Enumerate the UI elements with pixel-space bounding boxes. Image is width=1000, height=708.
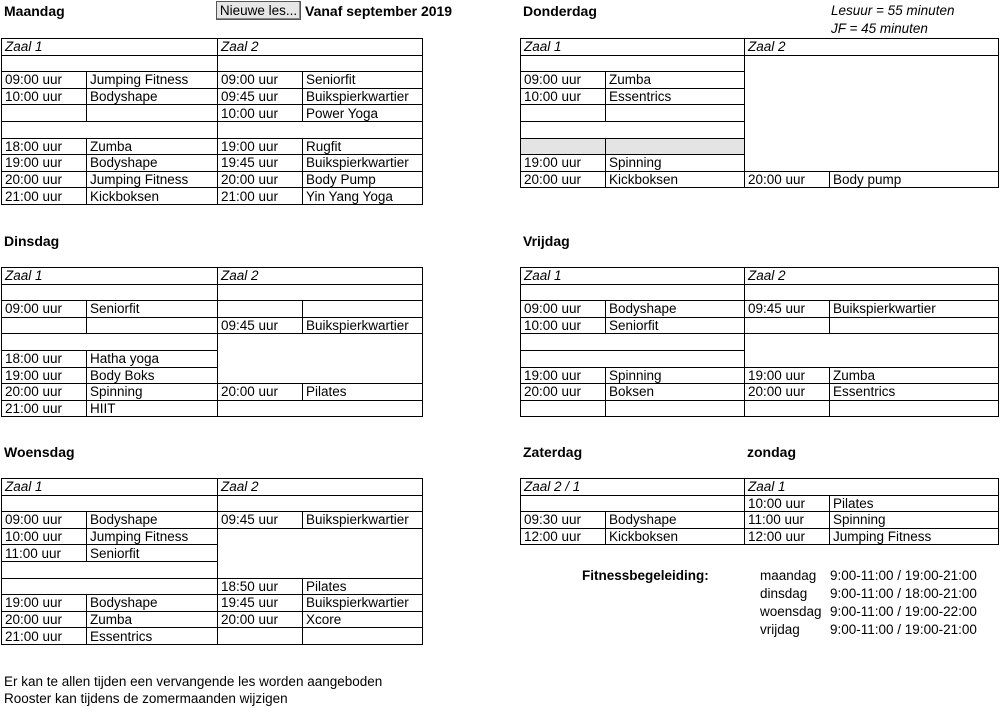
class-cell: Kickboksen — [606, 528, 745, 545]
class-cell: Body Boks — [87, 367, 218, 384]
class-cell: Boksen — [606, 384, 745, 401]
empty-cell — [218, 628, 303, 645]
class-cell: Buikspierkwartier — [303, 595, 423, 612]
day-heading-donderdag: Donderdag — [523, 3, 597, 19]
empty-cell — [521, 350, 745, 367]
time-cell: 20:00 uur — [218, 611, 303, 628]
class-cell: Bodyshape — [606, 301, 745, 318]
time-cell: 21:00 uur — [2, 400, 87, 417]
table-row — [2, 72, 423, 89]
fitness-title: Fitnessbegeleiding: — [582, 568, 709, 583]
fitness-day: maandag — [760, 568, 817, 583]
class-cell: Spinning — [830, 512, 999, 529]
fitness-hours: 9:00-11:00 / 19:00-21:00 — [830, 568, 977, 583]
table-row — [2, 155, 423, 172]
class-cell: Bodyshape — [87, 155, 218, 172]
time-cell: 20:00 uur — [218, 384, 303, 401]
class-cell: Jumping Fitness — [830, 528, 999, 545]
time-cell: 20:00 uur — [521, 384, 606, 401]
day-heading-zaterdag: Zaterdag — [523, 444, 583, 460]
class-cell — [87, 105, 218, 122]
class-cell: Rugfit — [303, 138, 423, 155]
day-heading-woensdag: Woensdag — [4, 444, 75, 460]
empty-cell — [521, 121, 745, 138]
time-cell: 09:30 uur — [521, 512, 606, 529]
class-cell: Seniorfit — [303, 72, 423, 89]
time-cell: 19:00 uur — [521, 155, 606, 172]
empty-cell — [303, 301, 423, 318]
table-row — [2, 528, 423, 545]
class-cell: Buikspierkwartier — [303, 512, 423, 529]
class-cell: Seniorfit — [87, 545, 218, 562]
class-cell: Body Pump — [303, 171, 423, 188]
class-cell: Pilates — [303, 384, 423, 401]
class-cell: Spinning — [606, 155, 745, 172]
zaal-1-header: Zaal 1 — [2, 39, 218, 56]
class-cell: Jumping Fitness — [87, 72, 218, 89]
time-cell: 20:00 uur — [2, 384, 87, 401]
empty-cell — [2, 284, 218, 301]
class-cell: Bodyshape — [87, 512, 218, 529]
zaal-1-header: Zaal 1 — [521, 39, 745, 56]
table-row — [2, 188, 423, 205]
empty-cell — [830, 400, 999, 417]
time-cell: 19:45 uur — [218, 595, 303, 612]
time-cell: 21:00 uur — [218, 188, 303, 205]
table-row — [2, 628, 423, 645]
table-row — [2, 400, 423, 417]
class-cell: Buikspierkwartier — [303, 317, 423, 334]
time-cell: 10:00 uur — [2, 528, 87, 545]
empty-cell — [2, 121, 218, 138]
class-cell: Essentrics — [830, 384, 999, 401]
fitness-hours: 9:00-11:00 / 18:00-21:00 — [830, 586, 977, 601]
time-cell: 09:00 uur — [521, 301, 606, 318]
time-cell: 20:00 uur — [745, 384, 830, 401]
fitness-day: woensdag — [760, 604, 822, 619]
class-cell: Buikspierkwartier — [303, 88, 423, 105]
empty-cell — [745, 284, 999, 301]
time-cell — [2, 105, 87, 122]
table-row — [2, 88, 423, 105]
empty-cell — [2, 334, 218, 351]
time-cell: 19:00 uur — [745, 367, 830, 384]
table-row — [2, 512, 423, 529]
empty-cell — [2, 495, 218, 512]
time-cell: 18:50 uur — [218, 578, 303, 595]
schedule-maandag — [1, 38, 423, 205]
class-cell: Bodyshape — [606, 512, 745, 529]
class-cell: Zumba — [87, 611, 218, 628]
empty-block — [745, 55, 999, 171]
new-lesson-button[interactable]: Nieuwe les... — [216, 1, 301, 20]
schedule-dinsdag — [1, 267, 423, 417]
table-row — [2, 301, 423, 318]
class-cell: Hatha yoga — [87, 350, 218, 367]
time-cell: 19:45 uur — [218, 155, 303, 172]
class-cell: Buikspierkwartier — [830, 301, 999, 318]
table-row — [2, 578, 423, 595]
time-cell: 19:00 uur — [521, 367, 606, 384]
empty-cell — [218, 495, 423, 512]
empty-cell — [745, 400, 830, 417]
empty-cell — [218, 121, 423, 138]
fitness-hours: 9:00-11:00 / 19:00-21:00 — [830, 622, 977, 637]
time-cell: 20:00 uur — [2, 611, 87, 628]
table-row — [521, 528, 999, 545]
zaal-2-header: Zaal 2 — [218, 479, 423, 496]
class-cell: Jumping Fitness — [87, 528, 218, 545]
schedule-weekend — [520, 478, 999, 545]
table-row — [521, 317, 999, 334]
time-cell: 10:00 uur — [521, 317, 606, 334]
class-cell: Pilates — [303, 578, 423, 595]
class-cell: Spinning — [87, 384, 218, 401]
time-cell: 19:00 uur — [2, 595, 87, 612]
class-cell: Zumba — [87, 138, 218, 155]
table-row — [521, 301, 999, 318]
class-cell: Power Yoga — [303, 105, 423, 122]
empty-cell — [606, 400, 745, 417]
class-cell: HIIT — [87, 400, 218, 417]
time-cell: 09:45 uur — [218, 88, 303, 105]
zaal-2-header: Zaal 2 — [745, 268, 999, 285]
class-cell: Xcore — [303, 611, 423, 628]
empty-cell — [521, 105, 606, 122]
jf-duration-note: JF = 45 minuten — [831, 21, 928, 36]
time-cell: 09:00 uur — [2, 72, 87, 89]
time-cell: 09:45 uur — [745, 301, 830, 318]
empty-cell — [218, 284, 423, 301]
zaal-2-header: Zaal 2 — [218, 268, 423, 285]
empty-block — [218, 334, 423, 384]
empty-cell — [521, 334, 745, 351]
class-cell: Bodyshape — [87, 88, 218, 105]
time-cell: 19:00 uur — [2, 155, 87, 172]
empty-cell — [606, 138, 745, 155]
empty-block — [745, 334, 999, 367]
day-heading-vrijdag: Vrijdag — [523, 233, 570, 249]
class-cell — [87, 317, 218, 334]
time-cell: 09:00 uur — [218, 72, 303, 89]
table-row — [2, 595, 423, 612]
fitness-day: dinsdag — [760, 586, 808, 601]
class-cell: Zumba — [830, 367, 999, 384]
empty-cell — [2, 578, 218, 595]
empty-cell — [2, 55, 218, 72]
empty-cell — [606, 105, 745, 122]
zaal-1-header: Zaal 1 — [521, 268, 745, 285]
time-cell: 20:00 uur — [745, 171, 830, 188]
zaal-2-1-header: Zaal 2 / 1 — [521, 479, 745, 496]
time-cell: 09:45 uur — [218, 317, 303, 334]
empty-block — [218, 528, 423, 578]
table-row — [2, 384, 423, 401]
class-cell: Kickboksen — [606, 171, 745, 188]
time-cell: 21:00 uur — [2, 628, 87, 645]
time-cell: 11:00 uur — [2, 545, 87, 562]
time-cell: 21:00 uur — [2, 188, 87, 205]
fitness-hours: 9:00-11:00 / 19:00-22:00 — [830, 604, 977, 619]
table-row — [521, 512, 999, 529]
time-cell: 20:00 uur — [2, 171, 87, 188]
table-row — [521, 367, 999, 384]
class-cell: Bodyshape — [87, 595, 218, 612]
table-row — [2, 105, 423, 122]
time-cell: 12:00 uur — [745, 528, 830, 545]
empty-cell — [521, 284, 745, 301]
empty-cell — [218, 301, 303, 318]
zaal-2-header: Zaal 2 — [218, 39, 423, 56]
class-cell: Yin Yang Yoga — [303, 188, 423, 205]
time-cell: 11:00 uur — [745, 512, 830, 529]
table-row — [2, 317, 423, 334]
time-cell: 10:00 uur — [2, 88, 87, 105]
schedule-woensdag — [1, 478, 423, 645]
note-summer: Rooster kan tijdens de zomermaanden wijzigen — [4, 691, 288, 706]
time-cell: 20:00 uur — [521, 171, 606, 188]
empty-cell — [303, 628, 423, 645]
zaal-1-header: Zaal 1 — [745, 479, 999, 496]
empty-cell — [2, 561, 218, 578]
table-row — [2, 611, 423, 628]
empty-cell — [218, 55, 423, 72]
table-row — [2, 171, 423, 188]
day-heading-zondag: zondag — [747, 444, 796, 460]
empty-cell — [521, 55, 745, 72]
time-cell: 10:00 uur — [745, 495, 830, 512]
class-cell: Essentrics — [606, 88, 745, 105]
note-replacement: Er kan te allen tijden een vervangende les worden aangeboden — [4, 674, 383, 689]
day-heading-maandag: Maandag — [4, 3, 65, 19]
time-cell: 10:00 uur — [218, 105, 303, 122]
class-cell: Zumba — [606, 72, 745, 89]
period-heading: Vanaf september 2019 — [305, 3, 453, 19]
day-heading-dinsdag: Dinsdag — [4, 233, 60, 249]
class-cell: Spinning — [606, 367, 745, 384]
time-cell: 09:00 uur — [2, 301, 87, 318]
zaal-1-header: Zaal 1 — [2, 268, 218, 285]
time-cell: 09:45 uur — [218, 512, 303, 529]
schedule-vrijdag — [520, 267, 999, 417]
class-cell: Seniorfit — [87, 301, 218, 318]
empty-cell — [830, 317, 999, 334]
empty-cell — [521, 138, 606, 155]
empty-cell — [521, 495, 745, 512]
time-cell: 18:00 uur — [2, 138, 87, 155]
zaal-1-header: Zaal 1 — [2, 479, 218, 496]
class-cell: Pilates — [830, 495, 999, 512]
table-row — [521, 495, 999, 512]
zaal-2-header: Zaal 2 — [745, 39, 999, 56]
fitness-day: vrijdag — [760, 622, 800, 637]
time-cell: 19:00 uur — [218, 138, 303, 155]
class-cell: Essentrics — [87, 628, 218, 645]
empty-cell — [218, 400, 423, 417]
time-cell — [2, 317, 87, 334]
class-cell: Jumping Fitness — [87, 171, 218, 188]
time-cell: 09:00 uur — [521, 72, 606, 89]
time-cell: 18:00 uur — [2, 350, 87, 367]
time-cell: 09:00 uur — [2, 512, 87, 529]
table-row — [521, 171, 999, 188]
time-cell: 12:00 uur — [521, 528, 606, 545]
time-cell: 20:00 uur — [218, 171, 303, 188]
table-row — [2, 138, 423, 155]
class-cell: Kickboksen — [87, 188, 218, 205]
empty-cell — [521, 400, 606, 417]
time-cell: 19:00 uur — [2, 367, 87, 384]
lesson-duration-note: Lesuur = 55 minuten — [831, 3, 955, 18]
schedule-donderdag — [520, 38, 999, 188]
class-cell: Seniorfit — [606, 317, 745, 334]
table-row — [521, 384, 999, 401]
time-cell: 10:00 uur — [521, 88, 606, 105]
empty-cell — [745, 317, 830, 334]
class-cell: Buikspierkwartier — [303, 155, 423, 172]
class-cell: Body pump — [830, 171, 999, 188]
